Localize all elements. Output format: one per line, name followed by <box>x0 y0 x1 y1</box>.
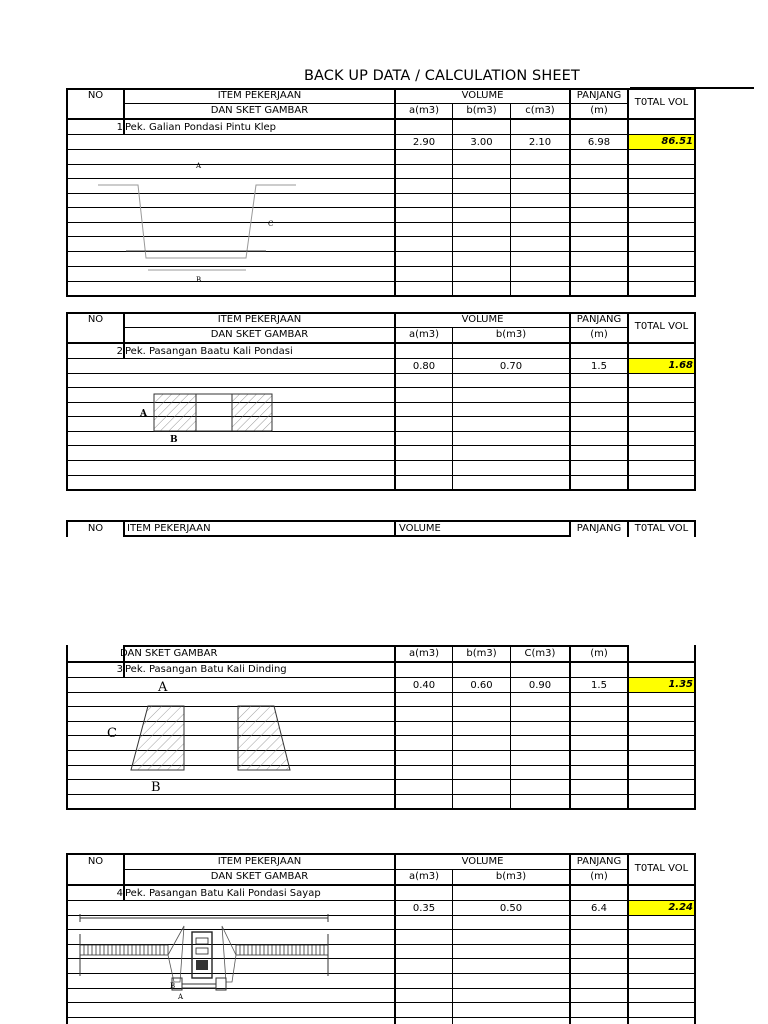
sheet-title: BACK UP DATA / CALCULATION SHEET <box>304 68 580 84</box>
header-volume: VOLUME <box>461 856 504 867</box>
sketch-2-label-a: A <box>140 409 147 419</box>
section-1-b: 3.00 <box>470 137 493 148</box>
header-b: b(m3) <box>495 871 527 882</box>
section-2-total: 1.68 <box>629 359 694 373</box>
header-sketch: DAN SKET GAMBAR <box>210 871 309 882</box>
header-total: T0TAL VOL <box>634 97 689 108</box>
header-panjang: PANJANG <box>576 90 622 101</box>
section-4-item: Pek. Pasangan Batu Kali Pondasi Sayap <box>125 888 321 899</box>
section-3-no: 3 <box>116 664 123 675</box>
header-panjang: PANJANG <box>576 314 622 325</box>
section-4-total: 2.24 <box>629 901 694 915</box>
section-4-panjang: 6.4 <box>591 903 607 914</box>
section-1-total: 86.51 <box>629 135 694 149</box>
section-1-no: 1 <box>116 122 123 133</box>
header-volume: VOLUME <box>399 523 441 534</box>
section-1-item: Pek. Galian Pondasi Pintu Klep <box>125 122 277 133</box>
header-panjang: PANJANG <box>576 856 622 867</box>
sketch-4-label-a: A <box>178 993 184 1001</box>
header-sketch: DAN SKET GAMBAR <box>210 329 309 340</box>
header-a: a(m3) <box>408 871 440 882</box>
section-4-b: 0.50 <box>499 903 523 914</box>
sketch-1-label-a: A <box>196 162 202 170</box>
section-1-panjang: 6.98 <box>587 137 611 148</box>
section-3-b: 0.60 <box>470 680 493 691</box>
wall-sketch <box>128 700 296 776</box>
header-no: NO <box>87 314 104 325</box>
header-sketch: DAN SKET GAMBAR <box>210 105 309 116</box>
section-3-panjang: 1.5 <box>591 680 607 691</box>
header-panjang-unit: (m) <box>590 105 608 116</box>
header-volume: VOLUME <box>461 314 504 325</box>
section-4-a: 0.35 <box>412 903 436 914</box>
sketch-3-label-c: C <box>107 726 117 741</box>
section-1-a: 2.90 <box>412 137 436 148</box>
sketch-3-label-a: A <box>158 680 168 695</box>
header-volume: VOLUME <box>461 90 504 101</box>
header-sketch: DAN SKET GAMBAR <box>120 648 218 659</box>
header-b: b(m3) <box>466 648 497 659</box>
sketch-1-label-b: B <box>196 276 202 284</box>
header-no: NO <box>87 523 104 534</box>
header-a: a(m3) <box>408 105 440 116</box>
header-panjang-unit: (m) <box>590 871 608 882</box>
header-item: ITEM PEKERJAAN <box>217 90 302 101</box>
section-4-no: 4 <box>116 888 123 899</box>
foundation-sketch <box>150 390 280 438</box>
header-c-upper: C(m3) <box>524 648 556 659</box>
header-panjang-unit: (m) <box>590 648 608 659</box>
header-total: T0TAL VOL <box>634 523 689 534</box>
header-b: b(m3) <box>495 329 527 340</box>
header-no: NO <box>87 90 104 101</box>
header-panjang: PANJANG <box>576 523 622 534</box>
section-2-b: 0.70 <box>499 361 523 372</box>
section-2-panjang: 1.5 <box>591 361 607 372</box>
header-no: NO <box>87 856 104 867</box>
wing-foundation-sketch <box>76 912 336 998</box>
section-2-a: 0.80 <box>412 361 436 372</box>
header-total: T0TAL VOL <box>634 863 689 874</box>
sketch-4-label-b: B <box>170 982 176 990</box>
header-total: T0TAL VOL <box>634 321 689 332</box>
section-3-a: 0.40 <box>412 680 436 691</box>
header-b: b(m3) <box>466 105 497 116</box>
header-c: c(m3) <box>525 105 555 116</box>
sketch-2-label-b: B <box>170 435 178 445</box>
header-a: a(m3) <box>408 648 440 659</box>
header-item: ITEM PEKERJAAN <box>127 523 211 534</box>
section-2-item: Pek. Pasangan Baatu Kali Pondasi <box>125 346 293 357</box>
header-a: a(m3) <box>408 329 440 340</box>
header-panjang-unit: (m) <box>590 329 608 340</box>
section-1-c: 2.10 <box>528 137 552 148</box>
section-3-c: 0.90 <box>528 680 552 691</box>
section-3-item: Pek. Pasangan Batu Kali Dinding <box>125 664 287 675</box>
header-item: ITEM PEKERJAAN <box>217 314 302 325</box>
sketch-1-label-c: C <box>268 220 274 228</box>
section-3-total: 1.35 <box>629 678 694 692</box>
header-item: ITEM PEKERJAAN <box>217 856 302 867</box>
sketch-3-label-b: B <box>151 780 161 795</box>
section-2-no: 2 <box>116 346 123 357</box>
